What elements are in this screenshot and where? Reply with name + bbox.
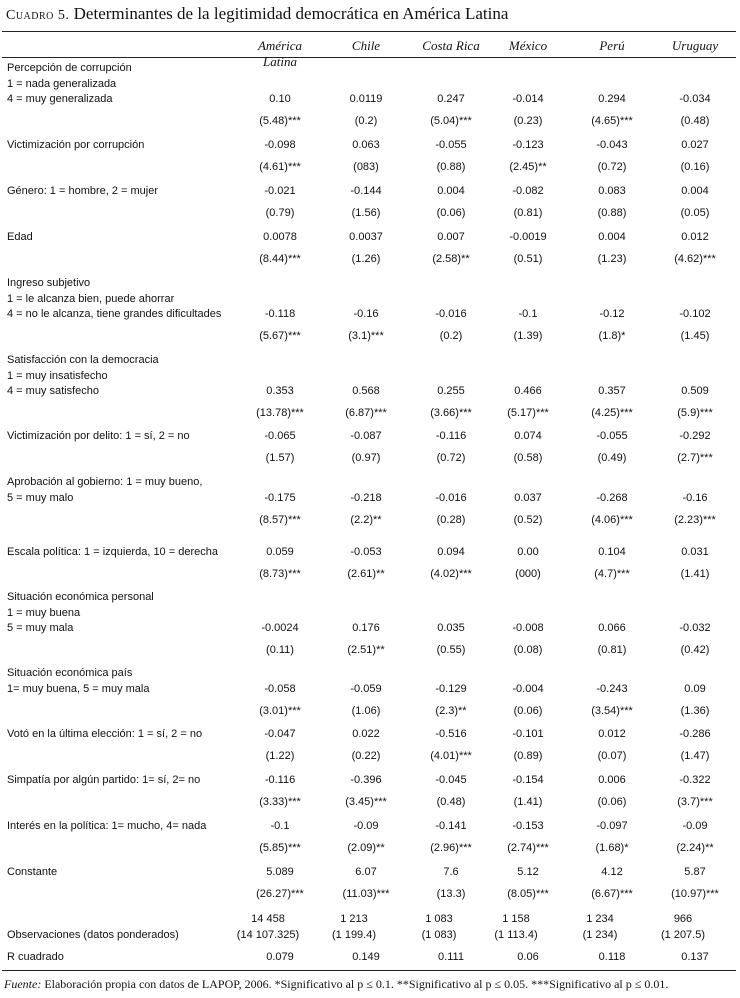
observations-n: 1 234 — [586, 913, 614, 925]
se-cell: (1.47) — [680, 750, 710, 762]
coef-cell: 0.027 — [681, 139, 709, 151]
coef-cell: -0.0019 — [509, 231, 547, 243]
r2-value: 0.149 — [352, 951, 380, 963]
coef-cell: 5.089 — [266, 866, 294, 878]
se-cell: (2.96)*** — [430, 842, 472, 854]
se-cell: (2.74)*** — [507, 842, 549, 854]
coef-cell: 0.063 — [352, 139, 380, 151]
coef-cell: 4.12 — [601, 866, 623, 878]
coef-cell: 0.004 — [437, 185, 465, 197]
se-cell: (0.55) — [436, 644, 466, 656]
se-cell: (3.66)*** — [430, 407, 472, 419]
se-cell: (5.17)*** — [507, 407, 549, 419]
header-rule — [2, 57, 736, 58]
coef-cell: -0.09 — [353, 820, 379, 832]
coef-cell: 0.0078 — [263, 231, 297, 243]
coef-cell: 0.00 — [517, 546, 539, 558]
coef-cell: 0.031 — [681, 546, 709, 558]
r2-value: 0.111 — [438, 951, 464, 963]
se-cell: (8.73)*** — [259, 568, 301, 580]
se-cell: (0.48) — [436, 796, 466, 808]
coef-cell: -0.021 — [264, 185, 296, 197]
se-cell: (0.88) — [436, 161, 466, 173]
column-header: México — [508, 38, 548, 53]
column-header: Costa Rica — [422, 38, 480, 53]
coef-cell: -0.286 — [679, 728, 711, 740]
coef-cell: 0.255 — [437, 385, 465, 397]
se-cell: (2.23)*** — [674, 513, 716, 526]
coef-cell: -0.123 — [512, 139, 544, 151]
coef-cell: -0.516 — [435, 728, 467, 740]
se-cell: (3.33)*** — [259, 796, 301, 808]
coef-cell: -0.116 — [435, 430, 467, 442]
coef-cell: -0.034 — [679, 93, 711, 105]
se-cell: (1.22) — [265, 750, 295, 762]
observations-n: 14 458 — [251, 913, 285, 925]
se-cell: (8.57)*** — [259, 513, 301, 526]
coef-cell: -0.268 — [596, 491, 628, 504]
coef-cell: -0.016 — [435, 308, 467, 320]
se-cell: (8.44)*** — [259, 253, 301, 265]
coef-cell: 0.466 — [514, 385, 542, 397]
se-cell: (1.41) — [513, 796, 543, 808]
coef-cell: -0.045 — [435, 774, 467, 786]
se-cell: (000) — [515, 568, 541, 580]
coef-cell: 0.568 — [352, 385, 380, 397]
coef-cell: -0.047 — [264, 728, 296, 740]
coef-cell: -0.058 — [264, 682, 296, 695]
row-label: Interés en la política: 1= mucho, 4= nada — [7, 820, 207, 832]
coef-cell: -0.154 — [512, 774, 544, 786]
row-label: Situación económica país — [7, 667, 133, 679]
coef-cell: -0.322 — [679, 774, 711, 786]
se-cell: (1.41) — [680, 568, 710, 580]
se-cell: (0.42) — [680, 644, 710, 656]
coef-cell: -0.014 — [512, 93, 544, 105]
se-cell: (4.25)*** — [591, 407, 633, 419]
observations-weighted: (14 107.325) — [236, 929, 300, 941]
coef-cell: -0.102 — [679, 308, 711, 320]
row-label: 1 = muy buena — [7, 606, 81, 619]
se-cell: (0.06) — [513, 704, 543, 717]
se-cell: (2.61)** — [347, 568, 385, 580]
coef-cell: 0.094 — [437, 546, 465, 558]
row-label: Constante — [7, 866, 58, 878]
coef-cell: -0.053 — [350, 546, 382, 558]
coef-cell: 0.004 — [598, 231, 626, 243]
se-cell: (4.65)*** — [591, 115, 633, 127]
se-cell: (0.11) — [266, 644, 294, 656]
row-label: 1 = nada generalizada — [7, 77, 117, 90]
se-cell: (2.2)** — [350, 513, 382, 526]
se-cell: (13.78)*** — [256, 407, 304, 419]
row-label: 4 = muy satisfecho — [7, 385, 100, 397]
coef-cell: -0.116 — [264, 774, 296, 786]
coef-cell: 0.006 — [598, 774, 626, 786]
se-cell: (4.06)*** — [591, 513, 633, 526]
se-cell: (2.45)** — [509, 161, 547, 173]
coef-cell: -0.16 — [353, 308, 379, 320]
coef-cell: -0.098 — [264, 139, 296, 151]
se-cell: (0.07) — [597, 750, 627, 762]
coef-cell: 6.07 — [355, 866, 377, 878]
observations-n: 1 083 — [425, 913, 453, 925]
coef-cell: -0.032 — [679, 622, 711, 634]
coef-cell: -0.09 — [682, 820, 708, 832]
se-cell: (3.7)*** — [677, 796, 713, 808]
column-header: Perú — [599, 38, 625, 53]
se-cell: (13.3) — [436, 888, 466, 900]
coef-cell: -0.008 — [512, 622, 544, 634]
coef-cell: 0.357 — [598, 385, 626, 397]
observations-label: Observaciones (datos ponderados) — [7, 929, 179, 941]
se-cell: (1.68)* — [595, 842, 629, 854]
row-label: 4 = muy generalizada — [7, 93, 113, 105]
se-cell: (10.97)*** — [671, 888, 719, 900]
se-cell: (0.22) — [351, 750, 381, 762]
coef-cell: 0.353 — [266, 385, 294, 397]
footnote-text: Elaboración propia con datos de LAPOP, 2006. *Significativo al p ≤ 0.1. **Significativo al p ≤ 0.05. ***Significativo al p ≤ 0.01. — [41, 977, 669, 991]
observations-weighted: (1 113.4) — [494, 929, 538, 941]
coef-cell: 0.176 — [352, 622, 380, 634]
se-cell: (1.36) — [680, 704, 710, 717]
se-cell: (6.67)*** — [591, 888, 633, 900]
coef-cell: -0.082 — [512, 185, 544, 197]
row-label: 5 = muy mala — [7, 622, 74, 634]
se-cell: (3.01)*** — [259, 704, 301, 717]
row-label: Ingreso subjetivo — [7, 277, 91, 289]
coef-cell: -0.175 — [264, 491, 296, 504]
coef-cell: -0.055 — [435, 139, 467, 151]
se-cell: (0.16) — [680, 161, 710, 173]
se-cell: (0.48) — [680, 115, 710, 127]
coef-cell: 0.083 — [598, 185, 626, 197]
coef-cell: -0.055 — [596, 430, 628, 442]
se-cell: (0.05) — [680, 207, 710, 219]
row-label: Votó en la última elección: 1 = sí, 2 = no — [7, 728, 203, 740]
row-label: 1 = le alcanza bien, puede ahorrar — [7, 292, 175, 305]
se-cell: (2.7)*** — [677, 452, 713, 464]
se-cell: (5.85)*** — [259, 842, 301, 854]
se-cell: (0.97) — [351, 452, 381, 464]
coef-cell: -0.059 — [350, 682, 382, 695]
coef-cell: -0.043 — [596, 139, 628, 151]
coef-cell: 0.022 — [352, 728, 380, 740]
coef-cell: -0.016 — [435, 491, 467, 504]
se-cell: (1.06) — [351, 704, 381, 717]
coef-cell: 0.0037 — [349, 231, 383, 243]
coef-cell: 0.247 — [437, 93, 465, 105]
row-label: 5 = muy malo — [7, 491, 74, 504]
coef-cell: 0.104 — [598, 546, 626, 558]
bottom-rule — [2, 970, 736, 971]
se-cell: (0.2) — [354, 115, 378, 127]
se-cell: (4.7)*** — [594, 568, 630, 580]
coef-cell: 0.10 — [269, 93, 291, 105]
coef-cell: -0.12 — [599, 308, 625, 320]
coef-cell: 0.294 — [598, 93, 626, 105]
coef-cell: 0.059 — [266, 546, 294, 558]
se-cell: (2.58)** — [432, 253, 470, 265]
row-label: Escala política: 1 = izquierda, 10 = derecha — [7, 546, 218, 558]
se-cell: (1.23) — [597, 253, 627, 265]
se-cell: (083) — [353, 161, 379, 173]
coef-cell: -0.218 — [350, 491, 382, 504]
coef-cell: 0.037 — [514, 491, 542, 504]
r2-value: 0.118 — [598, 951, 626, 963]
se-cell: (0.79) — [265, 207, 295, 219]
se-cell: (2.51)** — [347, 644, 385, 656]
coef-cell: 0.035 — [437, 622, 465, 634]
coef-cell: -0.243 — [596, 682, 628, 695]
se-cell: (26.27)*** — [256, 888, 304, 900]
coef-cell: -0.097 — [596, 820, 628, 832]
se-cell: (0.52) — [513, 513, 543, 526]
se-cell: (1.56) — [351, 207, 381, 219]
se-cell: (0.23) — [513, 115, 543, 127]
coef-cell: 0.012 — [681, 231, 709, 243]
coef-cell: 0.509 — [681, 385, 709, 397]
footnote — [4, 977, 668, 992]
coef-cell: 5.12 — [517, 866, 539, 878]
coef-cell: -0.101 — [512, 728, 544, 740]
se-cell: (1.45) — [680, 330, 710, 342]
se-cell: (0.89) — [513, 750, 543, 762]
se-cell: (5.48)*** — [259, 115, 301, 127]
se-cell: (3.45)*** — [345, 796, 387, 808]
top-rule — [2, 31, 736, 32]
row-label: 4 = no le alcanza, tiene grandes dificultades — [7, 308, 222, 320]
row-label: Simpatía por algún partido: 1= sí, 2= no — [7, 774, 201, 786]
coef-cell: -0.065 — [264, 430, 296, 442]
coef-cell: -0.1 — [270, 820, 290, 832]
se-cell: (5.04)*** — [430, 115, 472, 127]
observations-weighted: (1 207.5) — [660, 929, 706, 941]
observations-n: 1 158 — [502, 913, 530, 925]
table-number: Cuadro 5. — [6, 8, 70, 23]
se-cell: (6.87)*** — [345, 407, 387, 419]
coef-cell: 0.074 — [514, 430, 542, 442]
coef-cell: -0.087 — [350, 430, 382, 442]
coef-cell: -0.1 — [518, 308, 538, 320]
observations-weighted: (1 199.4) — [331, 929, 377, 941]
observations-n: 966 — [673, 913, 693, 925]
row-label: 1= muy buena, 5 = muy mala — [7, 682, 150, 695]
r2-value: 0.079 — [266, 951, 294, 963]
se-cell: (0.81) — [597, 644, 627, 656]
se-cell: (0.06) — [436, 207, 466, 219]
se-cell: (5.67)*** — [259, 330, 301, 342]
row-label: Género: 1 = hombre, 2 = mujer — [7, 185, 159, 197]
coef-cell: 0.09 — [684, 682, 706, 695]
se-cell: (0.28) — [436, 513, 466, 526]
row-label: 1 = muy insatisfecho — [7, 369, 108, 382]
observations-weighted: (1 234) — [582, 929, 618, 941]
coef-cell: -0.292 — [679, 430, 711, 442]
se-cell: (1.57) — [265, 452, 295, 464]
coef-cell: 7.6 — [443, 866, 459, 878]
se-cell: (5.9)*** — [677, 407, 713, 419]
row-label: Satisfacción con la democracia — [7, 354, 159, 366]
observations-weighted: (1 083) — [421, 929, 457, 941]
row-label: Victimización por delito: 1 = sí, 2 = no — [7, 430, 190, 442]
coef-cell: -0.144 — [350, 185, 382, 197]
se-cell: (2.09)** — [347, 842, 385, 854]
se-cell: (0.72) — [436, 452, 466, 464]
coef-cell: -0.004 — [512, 682, 544, 695]
row-label: Percepción de corrupción — [7, 62, 132, 74]
se-cell: (0.06) — [597, 796, 627, 808]
coef-cell: 5.87 — [684, 866, 706, 878]
coef-cell: -0.129 — [435, 682, 467, 695]
coef-cell: 0.0119 — [349, 93, 383, 105]
se-cell: (0.72) — [597, 161, 627, 173]
coef-cell: -0.396 — [350, 774, 382, 786]
se-cell: (0.81) — [513, 207, 543, 219]
se-cell: (4.61)*** — [259, 161, 301, 173]
coef-cell: -0.141 — [435, 820, 467, 832]
coef-cell: 0.012 — [598, 728, 626, 740]
se-cell: (3.54)*** — [591, 704, 633, 717]
se-cell: (3.1)*** — [348, 330, 384, 342]
se-cell: (4.01)*** — [430, 750, 472, 762]
coef-cell: -0.118 — [264, 308, 296, 320]
column-header: Uruguay — [671, 38, 719, 53]
column-header: América Latina — [257, 38, 303, 69]
se-cell: (1.26) — [351, 253, 381, 265]
column-header: Chile — [351, 38, 381, 53]
se-cell: (2.24)** — [676, 842, 714, 854]
se-cell: (0.88) — [597, 207, 627, 219]
row-label: Victimización por corrupción — [7, 139, 145, 151]
coef-cell: 0.066 — [598, 622, 626, 634]
se-cell: (0.51) — [513, 253, 543, 265]
se-cell: (0.08) — [513, 644, 543, 656]
se-cell: (0.58) — [513, 452, 543, 464]
r2-label: R cuadrado — [7, 951, 64, 963]
se-cell: (0.49) — [597, 452, 627, 464]
footnote-source-label: Fuente: — [4, 977, 42, 991]
table-title — [6, 4, 508, 24]
row-label: Aprobación al gobierno: 1 = muy bueno, — [7, 476, 203, 488]
coef-cell: -0.153 — [512, 820, 544, 832]
se-cell: (0.2) — [439, 330, 463, 342]
se-cell: (4.02)*** — [430, 568, 472, 580]
coef-cell: 0.004 — [681, 185, 709, 197]
se-cell: (1.39) — [513, 330, 543, 342]
coef-cell: -0.16 — [682, 491, 708, 504]
observations-n: 1 213 — [340, 913, 368, 925]
table-title-text: Determinantes de la legitimidad democrática en América Latina — [73, 4, 509, 23]
r2-value: 0.06 — [517, 951, 539, 963]
se-cell: (1.8)* — [598, 330, 626, 342]
se-cell: (2.3)** — [435, 704, 467, 717]
se-cell: (4.62)*** — [674, 253, 716, 265]
r2-value: 0.137 — [681, 951, 709, 963]
se-cell: (11.03)*** — [342, 888, 390, 900]
coef-cell: 0.007 — [437, 231, 465, 243]
coef-cell: -0.0024 — [261, 622, 299, 634]
row-label: Edad — [7, 231, 33, 243]
row-label: Situación económica personal — [7, 591, 154, 603]
se-cell: (8.05)*** — [507, 888, 549, 900]
